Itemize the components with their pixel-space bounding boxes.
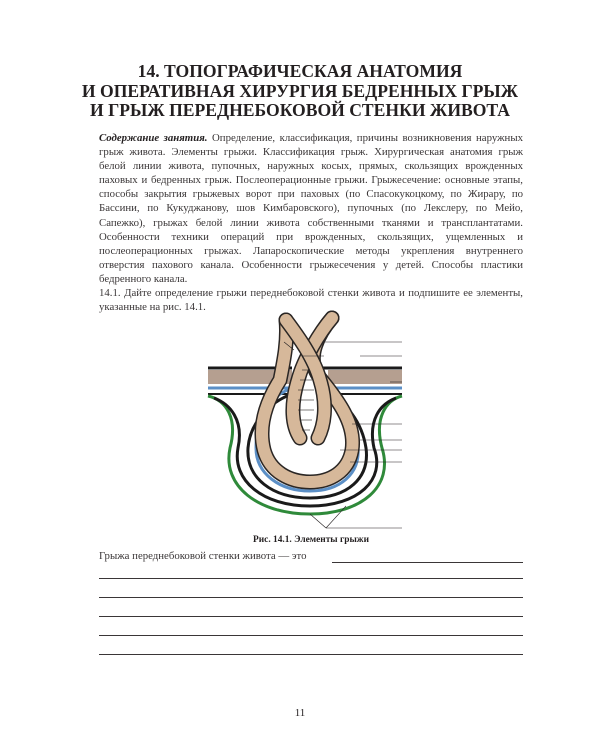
answer-line-3[interactable]: [99, 616, 523, 617]
answer-line-1[interactable]: [99, 578, 523, 579]
answer-prompt-line: [99, 550, 523, 562]
lesson-content-lead: Содержание занятия.: [99, 132, 208, 144]
answer-blank[interactable]: [332, 562, 523, 563]
hernia-elements-figure: [200, 310, 420, 532]
page-number: 11: [294, 707, 306, 719]
lesson-content-paragraph: [99, 131, 523, 286]
answer-line-4[interactable]: [99, 635, 523, 636]
figure-caption: Рис. 14.1. Элементы грыжи: [253, 535, 369, 545]
lesson-content: [99, 131, 523, 286]
answer-line-2[interactable]: [99, 597, 523, 598]
chapter-title-line-1: 14. ТОПОГРАФИЧЕСКАЯ АНАТОМИЯ: [137, 61, 463, 81]
chapter-title-line-2: И ОПЕРАТИВНАЯ ХИРУРГИЯ БЕДРЕННЫХ ГРЫЖ: [81, 80, 519, 101]
task-text: Дайте определение грыжи переднебоковой стенки живота и подпишите ее элементы, указанные на рис. 14.1.: [99, 287, 523, 314]
task-number: 14.1.: [99, 287, 121, 299]
answer-line-5[interactable]: [99, 654, 523, 655]
chapter-title-line-3: И ГРЫЖ ПЕРЕДНЕБОКОВОЙ СТЕНКИ ЖИВОТА: [90, 100, 510, 120]
answer-prompt: Грыжа переднебоковой стенки живота — это: [99, 550, 307, 562]
lesson-content-text: Определение, классификация, причины возникновения наружных грыж живота. Элементы грыжи. Классификация грыж. Хирургическая анатомия грыж белой линии живота, пупочных, наружных косых, прямых, скользящих врожденных паховых и бедренных грыж. Послеоперационные грыжи. Грыжесечение: основные этапы, способы закрытия грыжевых ворот при паховых (по Спасокукоцкому, по Жирару, по Бассини, по Кукуджанову, шов Кимбаровского), пупочных (по Лекслеру, по Мейо, Сапежко), грыжах белой линии живота собственными тканями и трансплантатами. Особенности техники операций при врожденных, скользящих, ущемленных и послеоперационных грыжах. Лапароскопические методы укрепления внутреннего отверстия пахового канала. Особенности грыжесечения у детей. Способы пластики бедренного канала.: [99, 132, 523, 285]
chapter-title: [60, 62, 540, 121]
